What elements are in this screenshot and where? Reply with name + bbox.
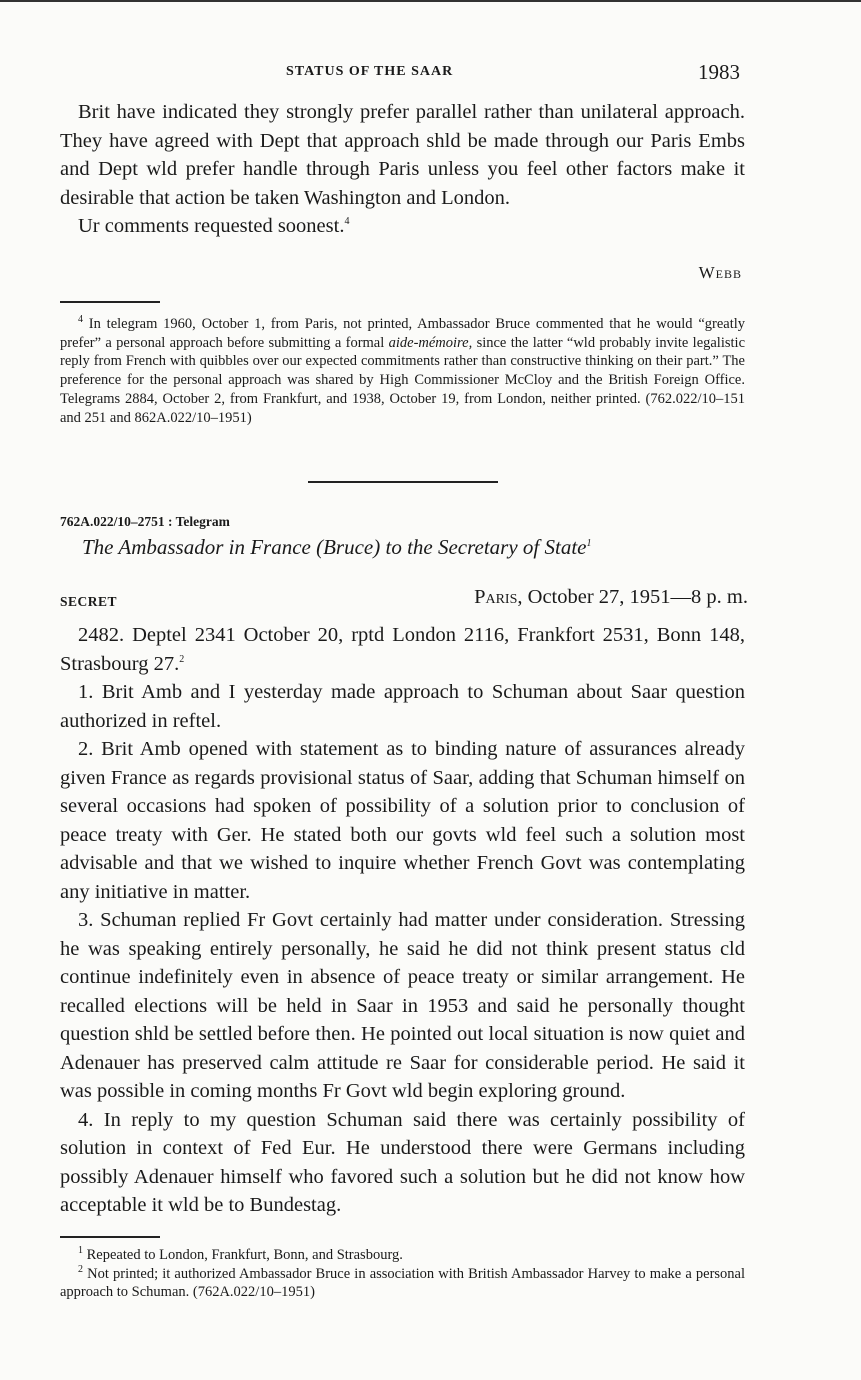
footnote-2-marker: 2 [78, 1263, 83, 1275]
document-title [82, 535, 591, 560]
intro-text: 2482. Deptel 2341 October 20, rptd London 2116, Frankfort 2531, Bonn 148, Strasbourg 27. [60, 624, 745, 675]
footnote-4-italic: aide-mémoire, [388, 334, 473, 351]
closing-text: Ur comments requested soonest. [78, 215, 345, 237]
footnote-rule [60, 301, 160, 303]
telegram-intro [60, 621, 745, 678]
footnote-ref-4: 4 [344, 216, 350, 228]
bottom-footnote-rule [60, 1236, 160, 1238]
telegram-paragraph-4: 4. In reply to my question Schuman said there was certainly possibility of solution in context of Fed Eur. He understood there were Germans including possibly Adenauer himself who favored such a solution but he did not know how acceptable it wld be to Bundestag. [60, 1108, 745, 1216]
document-meta [60, 586, 750, 612]
footnote-1-marker: 1 [78, 1245, 83, 1257]
date: October 27, 1951—8 p. m. [527, 586, 748, 608]
file-reference: 762A.022/10–2751 : Telegram [60, 514, 230, 529]
section-divider [308, 481, 498, 483]
footnote-1 [60, 1246, 745, 1265]
page-number: 1983 [698, 60, 740, 84]
signature: Webb [698, 263, 742, 282]
footnote-1-text: Repeated to London, Frankfurt, Bonn, and Strasbourg. [86, 1247, 403, 1263]
telegram-body [60, 621, 745, 1220]
running-title: STATUS OF THE SAAR [286, 64, 454, 79]
classification: SECRET [60, 594, 118, 609]
running-header [60, 60, 750, 86]
telegram-paragraph-2: 2. Brit Amb opened with statement as to binding nature of assurances already given France as regards provisional status of Saar, adding that Schuman himself on several occasions had spoken of possibility of a solution prior to conclusion of peace treaty with Ger. He stated both our govts wld feel such a solution most advisable and that we wished to inquire whether French Govt was contemplating any initiative in matter. [60, 738, 745, 903]
telegram-paragraph-1: 1. Brit Amb and I yesterday made approach to Schuman about Saar question authorized in reftel. [60, 681, 745, 732]
telegram-paragraph-3: 3. Schuman replied Fr Govt certainly had matter under consideration. Stressing he was speaking entirely personally, he said he did not think present status cld continue indefinitely even in absence of peace treaty or similar arrangement. He recalled elections will be held in Saar in 1953 and said he personally thought question shld be settled before then. He pointed out local situation is now quiet and Adenauer has preserved calm attitude re Saar for considerable period. He said it was possible in coming months Fr Govt wld begin exploring ground. [60, 909, 745, 1102]
footnote-4-marker: 4 [78, 314, 83, 326]
place: Paris, [474, 586, 523, 608]
footnote-4-text-a: In telegram 1960, October 1, from Paris, not printed, Ambassador Bruce commented that he would “greatly prefer” a personal approach before submitting a formal [60, 316, 746, 351]
document-title-text: The Ambassador in France (Bruce) to the Secretary of State [82, 535, 587, 559]
bottom-footnotes [60, 1246, 745, 1302]
continuation-text [60, 98, 745, 241]
footnote-ref-1: 1 [586, 538, 592, 549]
continuation-paragraph: Brit have indicated they strongly prefer parallel rather than unilateral approach. They have agreed with Dept that approach shld be made through our Paris Embs and Dept wld prefer handle through Paris unless you feel other factors make it desirable that action be taken Washington and London. [60, 101, 745, 209]
footnote-4-text-b: since the latter “wld probably invite legalistic reply from French with quibbles over our expected commitments rather than constructive thinking on their part.” The preference for the personal approach was shared by High Commissioner McCloy and the British Foreign Office. Telegrams 2884, October 2, from Frankfurt, and 1938, October 19, from London, neither printed. (762.022/10–151 and 251 and 862A.022/10–1951) [60, 334, 746, 426]
footnote-2 [60, 1265, 745, 1302]
place-date [474, 586, 748, 609]
footnote-ref-2: 2 [179, 653, 185, 665]
page-top-edge [0, 0, 861, 2]
continuation-closing [60, 212, 745, 241]
footnote-4 [60, 315, 745, 427]
footnote-2-text: Not printed; it authorized Ambassador Bruce in association with British Ambassador Harvey to make a personal approach to Schuman. (762A.022/10–1951) [60, 1265, 746, 1301]
